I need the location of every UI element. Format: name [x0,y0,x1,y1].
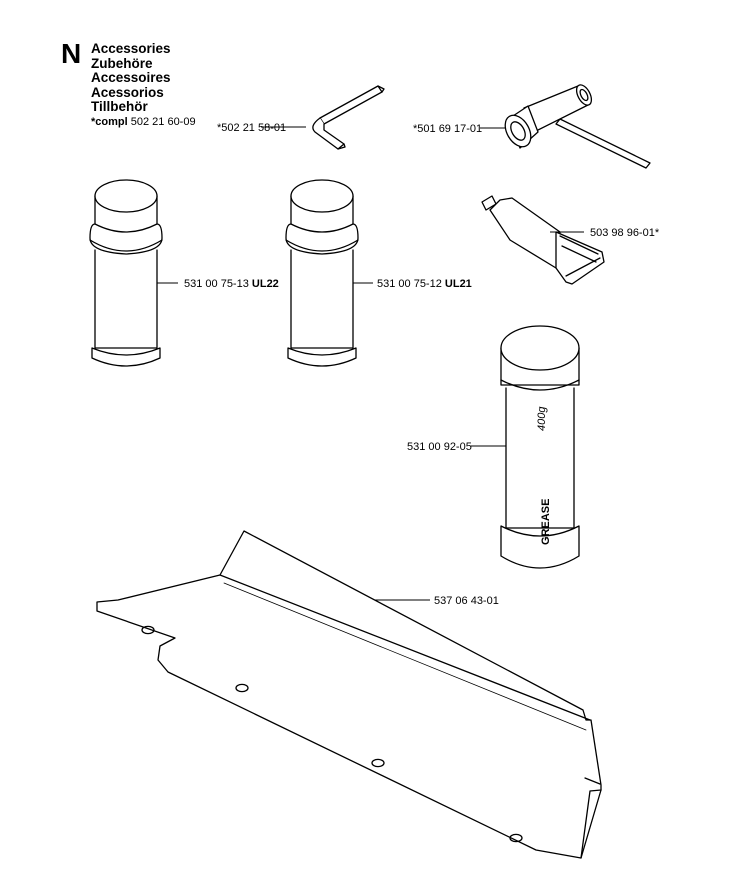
label-grease-cartridge: 531 00 92-05 [407,441,472,453]
label-hex-key: *502 21 58-01 [217,122,287,134]
cartridge-grease-text: GREASE [540,498,552,545]
label-spray-can-2-number: 531 00 75-12 [377,278,442,290]
combination-wrench [500,82,650,168]
label-spray-can-2 [377,278,472,290]
title-fr: Accessoires [91,70,171,85]
guard-plate [97,531,601,858]
label-guard-plate: 537 06 43-01 [434,595,499,607]
hex-key [313,86,384,149]
title-en: Accessories [91,41,171,56]
grease-tube [482,196,604,284]
label-spray-can-1 [184,278,279,290]
title-de: Zubehöre [91,55,153,71]
title-sv: Tillbehör [91,99,148,114]
cartridge-weight-text: 400g [536,406,548,431]
label-grease-tube: 503 98 96-01* [590,227,660,239]
label-spray-can-1-code: UL22 [251,278,279,290]
spray-can-2 [286,180,358,366]
section-letter: N [61,38,82,69]
label-combination-wrench: *501 69 17-01 [413,123,483,135]
label-spray-can-1-number: 531 00 75-13 [184,278,249,290]
compl-label: *compl [91,115,128,128]
title-es: Acessorios [91,84,164,100]
label-spray-can-2-code: UL21 [444,278,472,290]
compl-number: 502 21 60-09 [130,115,196,128]
spray-can-1 [90,180,162,366]
